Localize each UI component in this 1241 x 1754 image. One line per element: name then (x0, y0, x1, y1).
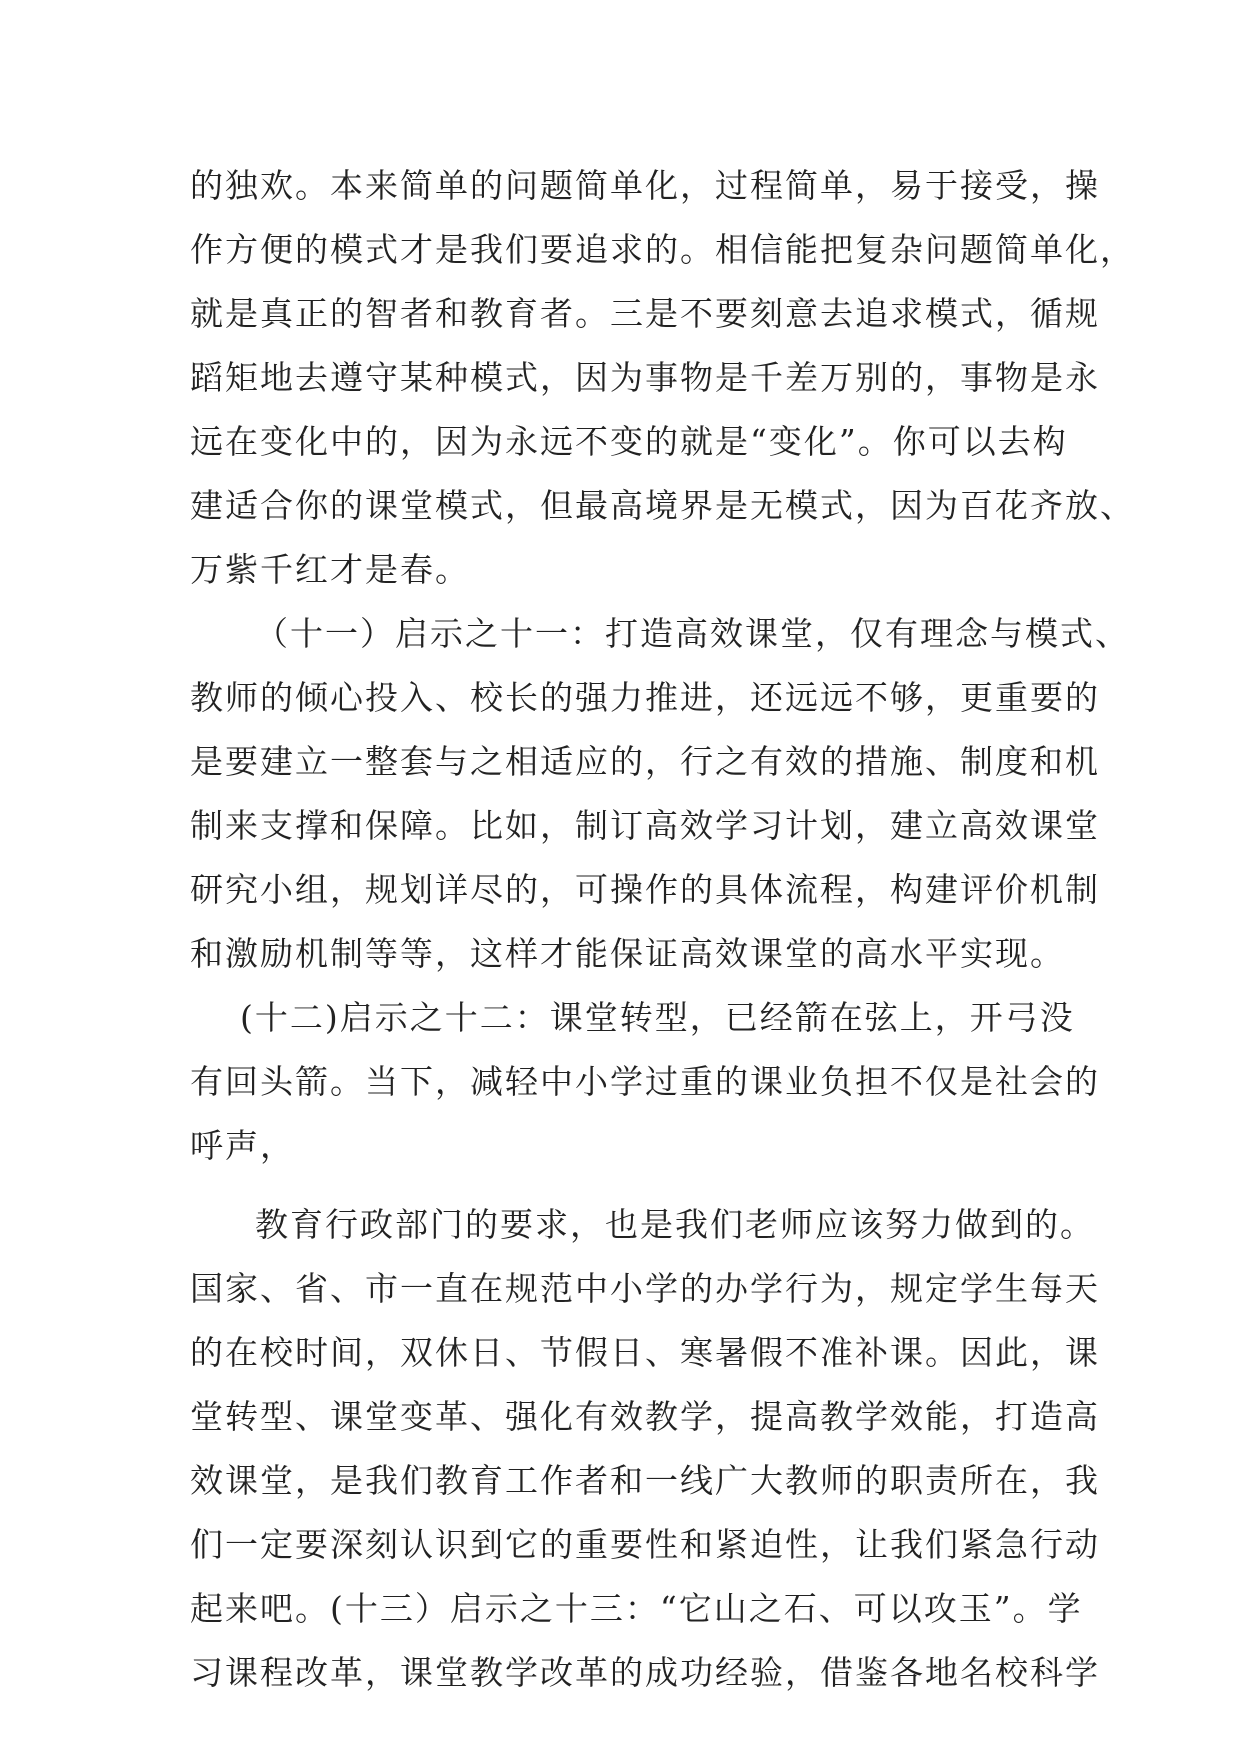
text-line: 的独欢。本来简单的问题简单化，过程简单，易于接受，操 (190, 166, 1100, 205)
text-line: 和激励机制等等，这样才能保证高效课堂的高水平实现。 (190, 934, 1065, 973)
text-line: 的在校时间，双休日、节假日、寒暑假不准补课。因此，课 (190, 1333, 1100, 1372)
text-line: 起来吧。(十三）启示之十三：“它山之石、可以攻玉”。学 (190, 1589, 1083, 1628)
text-line: 国家、省、市一直在规范中小学的办学行为，规定学生每天 (190, 1269, 1100, 1308)
text-line: 教师的倾心投入、校长的强力推进，还远远不够，更重要的 (190, 678, 1100, 717)
text-line: 效课堂，是我们教育工作者和一线广大教师的职责所在，我 (190, 1461, 1100, 1500)
text-line: 就是真正的智者和教育者。三是不要刻意去追求模式，循规 (190, 294, 1100, 333)
text-line: 蹈矩地去遵守某种模式，因为事物是千差万别的，事物是永 (190, 358, 1100, 397)
text-line: 远在变化中的，因为永远不变的就是“变化”。你可以去构 (190, 422, 1068, 461)
text-line: 制来支撑和保障。比如，制订高效学习计划，建立高效课堂 (190, 806, 1100, 845)
text-line: 习课程改革，课堂教学改革的成功经验，借鉴各地名校科学 (190, 1653, 1100, 1692)
text-line: 教育行政部门的要求，也是我们老师应该努力做到的。 (255, 1205, 1095, 1244)
text-line: 堂转型、课堂变革、强化有效教学，提高教学效能，打造高 (190, 1397, 1100, 1436)
text-line: 呼声， (190, 1126, 295, 1165)
text-line: 万紫千红才是春。 (190, 550, 470, 589)
text-line: 作方便的模式才是我们要追求的。相信能把复杂问题简单化， (190, 230, 1135, 269)
text-line: 们一定要深刻认识到它的重要性和紧迫性，让我们紧急行动 (190, 1525, 1100, 1564)
text-line: 研究小组，规划详尽的，可操作的具体流程，构建评价机制 (190, 870, 1100, 909)
text-line: (十二)启示之十二：课堂转型，已经箭在弦上，开弓没 (240, 998, 1075, 1037)
text-line: 有回头箭。当下，减轻中小学过重的课业负担不仅是社会的 (190, 1062, 1100, 1101)
text-line: 是要建立一整套与之相适应的，行之有效的措施、制度和机 (190, 742, 1100, 781)
text-line: 建适合你的课堂模式，但最高境界是无模式，因为百花齐放、 (190, 486, 1135, 525)
text-line: （十一）启示之十一：打造高效课堂，仅有理念与模式、 (255, 614, 1130, 653)
